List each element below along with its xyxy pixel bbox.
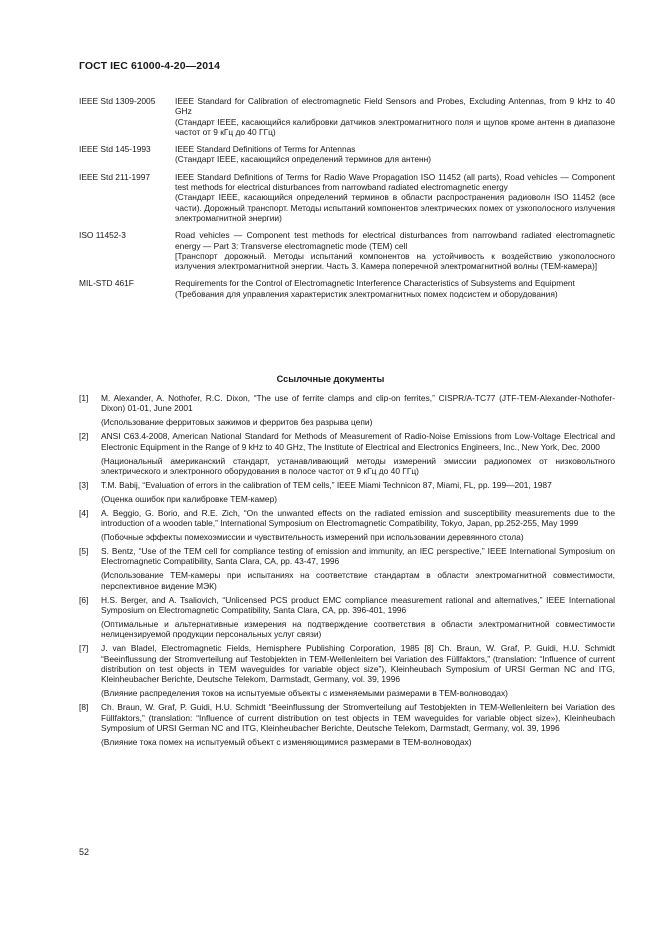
page-number: 52 [79,847,90,857]
standard-translation: (Стандарт IEEE, касающийся определений терминов в области распространения радиоволн ISO 11452 (все части). Дорожный транспорт. Методы испытаний компонентов электрических помех от узкополосного излучения электромагнитной энергии) [175,192,615,223]
reference-citation: A. Beggio, G. Borio, and R.E. Zich, “On the unwanted effects on the radiated emission and susceptibility measurements due to the introduction of a wooden table,” International Symposium on Electromagnetic Compatibility, Tokyo, Japan, pp.252-255, May 1999 [101,507,615,529]
reference-translation: (Влияние распределения токов на испытуемые объекты с изменяемыми размерами в TEM-волноводах) [101,688,508,699]
standard-entry [79,172,615,223]
reference-citation: H.S. Berger, and A. Tsaliovich, “Unlicensed PCS product EMC compliance measurement rational and alternatives,” IEEE International Symposium on Electromagnetic Compatibility, Santa Clara, CA, pp. 396-401, 1996 [101,594,615,615]
reference-number: [5] [79,545,89,556]
reference-translation: (Оптимальные и альтернативные измерения на подтверждение соответствия в области электромагнитной совместимости нелицензируемой продукции персональных услуг связи) [101,618,615,640]
reference-translation: (Оценка ошибок при калибровке TEM-камер) [101,493,278,504]
reference-entry [79,480,615,504]
standard-code: IEEE Std 1309-2005 [79,96,156,106]
standard-title: Requirements for the Control of Electromagnetic Interference Characteristics of Subsystems and Equipment [175,278,575,289]
standard-translation: (Стандарт IEEE, касающийся калибровки датчиков электромагнитного поля и щупов кроме антенн в диапазоне частот от 9 кГц до 40 ГГц) [175,116,615,137]
reference-citation: Ch. Braun, W. Graf, P. Guidi, H.U. Schmidt “Beeinflussung der Stromverteilung auf Testobjekten in TEM-Wellenleitern bei Variation des Füllfaktors,” (translation: “Influence of current distribution on test objects in TEM waveguides for variable object size»), Kleinheubach Symposium of URSI German NC and ITG, Kleinheubacher Berichte, Deutsche Telekom, Darmstadt, Germany, vol. 39, 1996 [101,702,615,733]
reference-citation: ANSI C63.4-2008, American National Standard for Methods of Measurement of Radio-Noise Emissions from Low-Voltage Electrical and Electronic Equipment in the Range of 9 kHz to 40 GHz, The Institute of Electrical and Electronics Engineers, Inc., New York, Dec. 2000 [101,431,615,452]
reference-number: [2] [79,431,89,442]
reference-translation: (Использование ферритовых зажимов и ферритов без разрыва цепи) [101,417,373,428]
reference-entry [79,393,615,428]
reference-entry [79,546,615,591]
standard-code: MIL-STD 461F [79,278,134,289]
reference-number: [4] [79,507,89,518]
standard-translation: [Транспорт дорожный. Методы испытаний компонентов на устойчивость к воздействию узкополосного излучения электромагнитной энергии. Часть 3. Камера поперечной электромагнитной волны (TEM-камера)] [175,250,615,272]
reference-number: [8] [79,702,89,713]
reference-number: [6] [79,594,89,605]
standard-title: Road vehicles — Component test methods for electrical disturbances from narrowband radiated electromagnetic energy — Part 3: Transverse electromagnetic mode (TEM) cell [175,230,615,251]
reference-number: [7] [79,643,89,654]
reference-entry [79,643,615,699]
reference-citation: M. Alexander, A. Nothofer, R.C. Dixon, “The use of ferrite clamps and clip-on ferrites,” CISPR/A-TC77 (JTF-TEM-Alexander-Nothofer-Dixon) 01-01, June 2001 [101,393,615,414]
standard-entry [79,230,615,271]
standards-list [79,96,615,306]
reference-translation: (Национальный американский стандарт, устанавливающий методы измерений эмиссии радиопомех от низковольтного электрического и электронного оборудования в полосе частот от 9 кГц до 40 ГГц) [101,455,615,476]
reference-number: [1] [79,393,89,403]
references-list [79,393,615,751]
standard-entry [79,96,615,137]
reference-translation: (Использование TEM-камеры при испытаниях на соответствие стандартам в области электромагнитной совместимости, перспективное видение МЭК) [101,570,615,591]
reference-citation: J. van Bladel, Electromagnetic Fields, Hemisphere Publishing Corporation, 1985 [8] Ch. Braun, W. Graf, P. Guidi, H.U. Schmidt “Beeinflussung der Stromverteilung auf Testobjekten in TEM-Wellenleitern bei Variation des Füllfaktors,” (translation: “Influence of current distribution on test objects in TEM waveguides for variable object size”), Kleinheubach Symposium of URSI German NC and ITG, Kleinheubacher Berichte, Deutsche Telekom, Darmstadt, Germany, vol. 39, 1996 [101,643,615,685]
standard-code: IEEE Std 145-1993 [79,144,151,155]
standard-translation: (Стандарт IEEE, касающийся определений терминов для антенн) [175,154,432,165]
document-header: ГОСТ IEC 61000-4-20—2014 [79,60,221,72]
standard-title: IEEE Standard Definitions of Terms for Antennas [175,144,356,155]
standard-code: IEEE Std 211-1997 [79,171,151,182]
reference-number: [3] [79,479,89,490]
standard-title: IEEE Standard for Calibration of electromagnetic Field Sensors and Probes, Excluding Antennas, from 9 kHz to 40 GHz [175,96,615,117]
reference-entry [79,508,615,543]
standard-entry [79,278,615,299]
standard-entry [79,144,615,165]
reference-entry [79,431,615,476]
standard-code: ISO 11452-3 [79,230,126,241]
standard-translation: (Требования для управления характеристик электромагнитных помех подсистем и оборудования) [175,288,558,299]
reference-entry [79,595,615,640]
bibliography-title: Ссылочные документы [276,374,385,384]
reference-citation: S. Bentz, “Use of the TEM cell for compliance testing of emission and immunity, an IEC perspective,” IEEE International Symposium on Electromagnetic Compatibility, Santa Clara, CA, pp. 43-47, 1996 [101,545,615,567]
standard-title: IEEE Standard Definitions of Terms for Radio Wave Propagation ISO 11452 (all parts), Road vehicles — Component test methods for electrical disturbances from narrowband radiated electromagnetic energy [175,171,615,193]
reference-entry [79,702,615,747]
reference-translation: (Побочные эффекты помехоэмиссии и чувствительность измерений при использовании деревянного стола) [101,531,524,542]
reference-translation: (Влияние тока помех на испытуемый объект с изменяющимися размерами в TEM-волноводах) [101,736,472,747]
reference-citation: T.M. Babij, “Evaluation of errors in the calibration of TEM cells,” IEEE Miami Technicon 87, Miami, FL, pp. 199—201, 1987 [101,479,552,490]
